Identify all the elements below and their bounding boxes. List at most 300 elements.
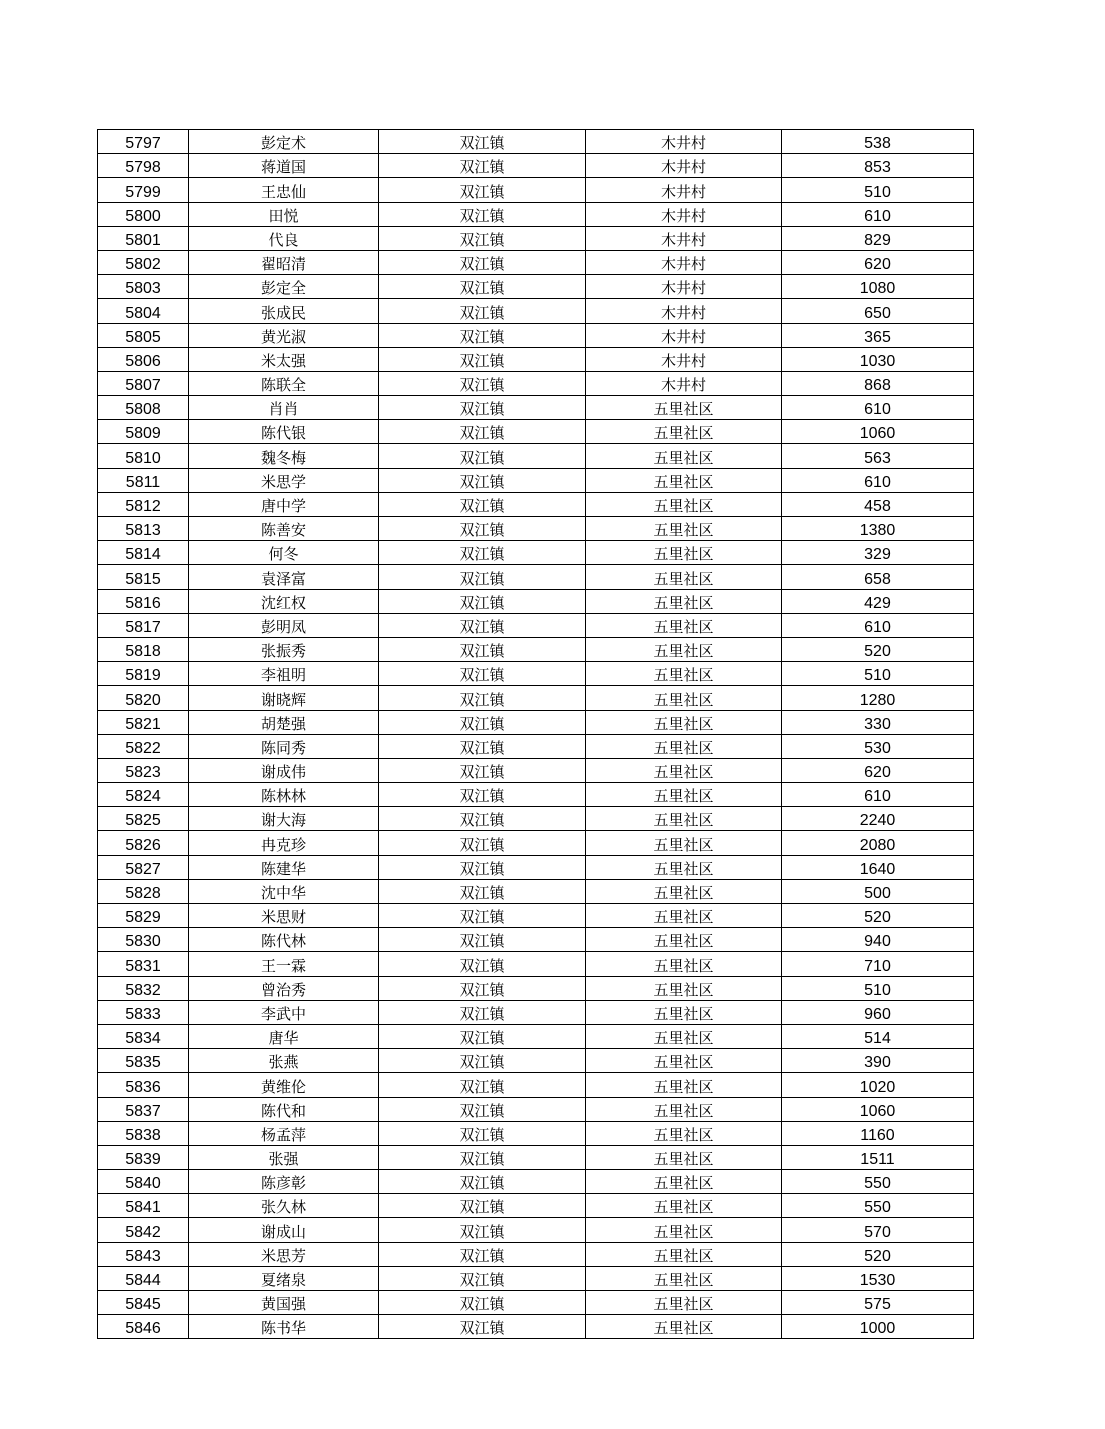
- town-cell: 双江镇: [379, 178, 586, 202]
- table-row: [98, 444, 974, 468]
- town-cell: 双江镇: [379, 783, 586, 807]
- amount-cell: 520: [782, 904, 974, 928]
- table-row: [98, 807, 974, 831]
- name-cell: 黄国强: [189, 1291, 379, 1315]
- amount-cell: 2240: [782, 807, 974, 831]
- table-row: [98, 226, 974, 250]
- town-cell: 双江镇: [379, 855, 586, 879]
- table-row: [98, 831, 974, 855]
- name-cell: 袁泽富: [189, 565, 379, 589]
- town-cell: 双江镇: [379, 976, 586, 1000]
- amount-cell: 365: [782, 323, 974, 347]
- name-cell: 张强: [189, 1145, 379, 1169]
- serial-number-cell: 5819: [98, 662, 189, 686]
- amount-cell: 1640: [782, 855, 974, 879]
- table-row: [98, 855, 974, 879]
- town-cell: 双江镇: [379, 130, 586, 154]
- village-cell: 五里社区: [586, 904, 782, 928]
- name-cell: 田悦: [189, 202, 379, 226]
- town-cell: 双江镇: [379, 1170, 586, 1194]
- amount-cell: 510: [782, 178, 974, 202]
- serial-number-cell: 5827: [98, 855, 189, 879]
- serial-number-cell: 5837: [98, 1097, 189, 1121]
- village-cell: 木井村: [586, 299, 782, 323]
- table-row: [98, 323, 974, 347]
- town-cell: 双江镇: [379, 154, 586, 178]
- table-row: [98, 613, 974, 637]
- table-row: [98, 250, 974, 274]
- name-cell: 夏绪泉: [189, 1266, 379, 1290]
- table-row: [98, 734, 974, 758]
- town-cell: 双江镇: [379, 202, 586, 226]
- village-cell: 木井村: [586, 226, 782, 250]
- town-cell: 双江镇: [379, 1266, 586, 1290]
- village-cell: 五里社区: [586, 855, 782, 879]
- table-row: [98, 1121, 974, 1145]
- amount-cell: 538: [782, 130, 974, 154]
- serial-number-cell: 5803: [98, 275, 189, 299]
- village-cell: 五里社区: [586, 1097, 782, 1121]
- village-cell: 五里社区: [586, 710, 782, 734]
- town-cell: 双江镇: [379, 637, 586, 661]
- serial-number-cell: 5813: [98, 517, 189, 541]
- name-cell: 唐华: [189, 1024, 379, 1048]
- town-cell: 双江镇: [379, 662, 586, 686]
- village-cell: 五里社区: [586, 831, 782, 855]
- amount-cell: 429: [782, 589, 974, 613]
- village-cell: 五里社区: [586, 783, 782, 807]
- town-cell: 双江镇: [379, 710, 586, 734]
- town-cell: 双江镇: [379, 589, 586, 613]
- serial-number-cell: 5810: [98, 444, 189, 468]
- village-cell: 五里社区: [586, 1145, 782, 1169]
- table-row: [98, 783, 974, 807]
- village-cell: 五里社区: [586, 662, 782, 686]
- serial-number-cell: 5846: [98, 1315, 189, 1339]
- table-row: [98, 758, 974, 782]
- table-row: [98, 492, 974, 516]
- amount-cell: 1020: [782, 1073, 974, 1097]
- village-cell: 木井村: [586, 323, 782, 347]
- village-cell: 五里社区: [586, 589, 782, 613]
- name-cell: 张久林: [189, 1194, 379, 1218]
- village-cell: 五里社区: [586, 517, 782, 541]
- serial-number-cell: 5828: [98, 879, 189, 903]
- town-cell: 双江镇: [379, 1073, 586, 1097]
- town-cell: 双江镇: [379, 1194, 586, 1218]
- serial-number-cell: 5797: [98, 130, 189, 154]
- village-cell: 木井村: [586, 154, 782, 178]
- town-cell: 双江镇: [379, 1145, 586, 1169]
- name-cell: 谢晓辉: [189, 686, 379, 710]
- serial-number-cell: 5822: [98, 734, 189, 758]
- town-cell: 双江镇: [379, 371, 586, 395]
- table-row: [98, 1315, 974, 1339]
- name-cell: 彭定全: [189, 275, 379, 299]
- name-cell: 米思财: [189, 904, 379, 928]
- town-cell: 双江镇: [379, 226, 586, 250]
- amount-cell: 1511: [782, 1145, 974, 1169]
- table-row: [98, 420, 974, 444]
- table-row: [98, 202, 974, 226]
- village-cell: 五里社区: [586, 1000, 782, 1024]
- serial-number-cell: 5820: [98, 686, 189, 710]
- serial-number-cell: 5833: [98, 1000, 189, 1024]
- serial-number-cell: 5806: [98, 347, 189, 371]
- table-row: [98, 468, 974, 492]
- name-cell: 唐中学: [189, 492, 379, 516]
- serial-number-cell: 5834: [98, 1024, 189, 1048]
- amount-cell: 610: [782, 396, 974, 420]
- village-cell: 五里社区: [586, 686, 782, 710]
- table-row: [98, 275, 974, 299]
- name-cell: 何冬: [189, 541, 379, 565]
- village-cell: 五里社区: [586, 541, 782, 565]
- table-row: [98, 299, 974, 323]
- village-cell: 五里社区: [586, 879, 782, 903]
- serial-number-cell: 5817: [98, 613, 189, 637]
- amount-cell: 520: [782, 1242, 974, 1266]
- serial-number-cell: 5830: [98, 928, 189, 952]
- town-cell: 双江镇: [379, 952, 586, 976]
- amount-cell: 610: [782, 202, 974, 226]
- table-row: [98, 686, 974, 710]
- town-cell: 双江镇: [379, 492, 586, 516]
- town-cell: 双江镇: [379, 1024, 586, 1048]
- serial-number-cell: 5815: [98, 565, 189, 589]
- serial-number-cell: 5842: [98, 1218, 189, 1242]
- amount-cell: 1380: [782, 517, 974, 541]
- town-cell: 双江镇: [379, 1315, 586, 1339]
- table-row: [98, 1194, 974, 1218]
- table-row: [98, 565, 974, 589]
- serial-number-cell: 5809: [98, 420, 189, 444]
- amount-cell: 570: [782, 1218, 974, 1242]
- serial-number-cell: 5836: [98, 1073, 189, 1097]
- name-cell: 王忠仙: [189, 178, 379, 202]
- serial-number-cell: 5805: [98, 323, 189, 347]
- serial-number-cell: 5825: [98, 807, 189, 831]
- serial-number-cell: 5839: [98, 1145, 189, 1169]
- village-cell: 五里社区: [586, 1315, 782, 1339]
- village-cell: 五里社区: [586, 420, 782, 444]
- name-cell: 沈红权: [189, 589, 379, 613]
- town-cell: 双江镇: [379, 420, 586, 444]
- town-cell: 双江镇: [379, 444, 586, 468]
- town-cell: 双江镇: [379, 831, 586, 855]
- amount-cell: 2080: [782, 831, 974, 855]
- table-row: [98, 1242, 974, 1266]
- village-cell: 五里社区: [586, 1242, 782, 1266]
- serial-number-cell: 5816: [98, 589, 189, 613]
- town-cell: 双江镇: [379, 1242, 586, 1266]
- table-row: [98, 178, 974, 202]
- serial-number-cell: 5841: [98, 1194, 189, 1218]
- serial-number-cell: 5812: [98, 492, 189, 516]
- amount-cell: 520: [782, 637, 974, 661]
- amount-cell: 530: [782, 734, 974, 758]
- data-table: [97, 129, 974, 1339]
- amount-cell: 610: [782, 613, 974, 637]
- amount-cell: 1000: [782, 1315, 974, 1339]
- name-cell: 陈同秀: [189, 734, 379, 758]
- amount-cell: 1060: [782, 420, 974, 444]
- serial-number-cell: 5838: [98, 1121, 189, 1145]
- name-cell: 陈代和: [189, 1097, 379, 1121]
- name-cell: 李武中: [189, 1000, 379, 1024]
- table-body: [98, 130, 974, 1339]
- table-row: [98, 130, 974, 154]
- village-cell: 木井村: [586, 371, 782, 395]
- name-cell: 肖肖: [189, 396, 379, 420]
- name-cell: 陈建华: [189, 855, 379, 879]
- village-cell: 木井村: [586, 178, 782, 202]
- table-row: [98, 1218, 974, 1242]
- name-cell: 彭明凤: [189, 613, 379, 637]
- amount-cell: 829: [782, 226, 974, 250]
- table-row: [98, 928, 974, 952]
- name-cell: 杨孟萍: [189, 1121, 379, 1145]
- name-cell: 张燕: [189, 1049, 379, 1073]
- name-cell: 沈中华: [189, 879, 379, 903]
- village-cell: 木井村: [586, 250, 782, 274]
- town-cell: 双江镇: [379, 1218, 586, 1242]
- amount-cell: 500: [782, 879, 974, 903]
- village-cell: 木井村: [586, 130, 782, 154]
- name-cell: 蒋道国: [189, 154, 379, 178]
- town-cell: 双江镇: [379, 1000, 586, 1024]
- town-cell: 双江镇: [379, 323, 586, 347]
- village-cell: 五里社区: [586, 928, 782, 952]
- amount-cell: 510: [782, 976, 974, 1000]
- serial-number-cell: 5821: [98, 710, 189, 734]
- serial-number-cell: 5824: [98, 783, 189, 807]
- town-cell: 双江镇: [379, 468, 586, 492]
- name-cell: 米思学: [189, 468, 379, 492]
- village-cell: 五里社区: [586, 468, 782, 492]
- amount-cell: 458: [782, 492, 974, 516]
- serial-number-cell: 5800: [98, 202, 189, 226]
- village-cell: 五里社区: [586, 758, 782, 782]
- serial-number-cell: 5831: [98, 952, 189, 976]
- name-cell: 陈彦彰: [189, 1170, 379, 1194]
- amount-cell: 1060: [782, 1097, 974, 1121]
- table-row: [98, 347, 974, 371]
- serial-number-cell: 5835: [98, 1049, 189, 1073]
- town-cell: 双江镇: [379, 758, 586, 782]
- amount-cell: 620: [782, 758, 974, 782]
- amount-cell: 514: [782, 1024, 974, 1048]
- village-cell: 五里社区: [586, 1291, 782, 1315]
- town-cell: 双江镇: [379, 613, 586, 637]
- name-cell: 冉克珍: [189, 831, 379, 855]
- name-cell: 谢成伟: [189, 758, 379, 782]
- serial-number-cell: 5799: [98, 178, 189, 202]
- village-cell: 五里社区: [586, 444, 782, 468]
- town-cell: 双江镇: [379, 565, 586, 589]
- amount-cell: 1160: [782, 1121, 974, 1145]
- amount-cell: 330: [782, 710, 974, 734]
- name-cell: 谢大海: [189, 807, 379, 831]
- serial-number-cell: 5811: [98, 468, 189, 492]
- table-row: [98, 371, 974, 395]
- table-row: [98, 1049, 974, 1073]
- village-cell: 五里社区: [586, 952, 782, 976]
- village-cell: 五里社区: [586, 637, 782, 661]
- amount-cell: 960: [782, 1000, 974, 1024]
- serial-number-cell: 5801: [98, 226, 189, 250]
- name-cell: 米太强: [189, 347, 379, 371]
- village-cell: 五里社区: [586, 565, 782, 589]
- amount-cell: 610: [782, 468, 974, 492]
- name-cell: 陈代林: [189, 928, 379, 952]
- name-cell: 黄维伦: [189, 1073, 379, 1097]
- amount-cell: 710: [782, 952, 974, 976]
- village-cell: 五里社区: [586, 1170, 782, 1194]
- village-cell: 五里社区: [586, 976, 782, 1000]
- amount-cell: 1030: [782, 347, 974, 371]
- village-cell: 五里社区: [586, 1266, 782, 1290]
- serial-number-cell: 5798: [98, 154, 189, 178]
- amount-cell: 853: [782, 154, 974, 178]
- serial-number-cell: 5808: [98, 396, 189, 420]
- village-cell: 五里社区: [586, 734, 782, 758]
- village-cell: 五里社区: [586, 492, 782, 516]
- town-cell: 双江镇: [379, 879, 586, 903]
- town-cell: 双江镇: [379, 1097, 586, 1121]
- name-cell: 李祖明: [189, 662, 379, 686]
- name-cell: 代良: [189, 226, 379, 250]
- town-cell: 双江镇: [379, 347, 586, 371]
- name-cell: 胡楚强: [189, 710, 379, 734]
- town-cell: 双江镇: [379, 517, 586, 541]
- town-cell: 双江镇: [379, 904, 586, 928]
- town-cell: 双江镇: [379, 1121, 586, 1145]
- serial-number-cell: 5807: [98, 371, 189, 395]
- serial-number-cell: 5814: [98, 541, 189, 565]
- town-cell: 双江镇: [379, 299, 586, 323]
- amount-cell: 575: [782, 1291, 974, 1315]
- serial-number-cell: 5818: [98, 637, 189, 661]
- amount-cell: 390: [782, 1049, 974, 1073]
- serial-number-cell: 5845: [98, 1291, 189, 1315]
- table-row: [98, 879, 974, 903]
- table-row: [98, 1145, 974, 1169]
- table-row: [98, 541, 974, 565]
- town-cell: 双江镇: [379, 541, 586, 565]
- name-cell: 黄光淑: [189, 323, 379, 347]
- table-row: [98, 517, 974, 541]
- serial-number-cell: 5832: [98, 976, 189, 1000]
- table-row: [98, 1170, 974, 1194]
- town-cell: 双江镇: [379, 734, 586, 758]
- table-row: [98, 1266, 974, 1290]
- serial-number-cell: 5804: [98, 299, 189, 323]
- serial-number-cell: 5829: [98, 904, 189, 928]
- table-row: [98, 1073, 974, 1097]
- town-cell: 双江镇: [379, 928, 586, 952]
- town-cell: 双江镇: [379, 807, 586, 831]
- village-cell: 五里社区: [586, 396, 782, 420]
- village-cell: 木井村: [586, 347, 782, 371]
- village-cell: 五里社区: [586, 1024, 782, 1048]
- table-row: [98, 976, 974, 1000]
- amount-cell: 1280: [782, 686, 974, 710]
- table-row: [98, 396, 974, 420]
- amount-cell: 1530: [782, 1266, 974, 1290]
- serial-number-cell: 5823: [98, 758, 189, 782]
- serial-number-cell: 5840: [98, 1170, 189, 1194]
- town-cell: 双江镇: [379, 396, 586, 420]
- serial-number-cell: 5844: [98, 1266, 189, 1290]
- town-cell: 双江镇: [379, 1049, 586, 1073]
- amount-cell: 1080: [782, 275, 974, 299]
- name-cell: 陈书华: [189, 1315, 379, 1339]
- village-cell: 五里社区: [586, 1073, 782, 1097]
- village-cell: 五里社区: [586, 1049, 782, 1073]
- serial-number-cell: 5802: [98, 250, 189, 274]
- town-cell: 双江镇: [379, 250, 586, 274]
- amount-cell: 329: [782, 541, 974, 565]
- name-cell: 谢成山: [189, 1218, 379, 1242]
- amount-cell: 868: [782, 371, 974, 395]
- table-row: [98, 904, 974, 928]
- table-row: [98, 1291, 974, 1315]
- village-cell: 木井村: [586, 275, 782, 299]
- amount-cell: 550: [782, 1170, 974, 1194]
- table-row: [98, 1000, 974, 1024]
- name-cell: 米思芳: [189, 1242, 379, 1266]
- name-cell: 曾治秀: [189, 976, 379, 1000]
- amount-cell: 510: [782, 662, 974, 686]
- name-cell: 彭定术: [189, 130, 379, 154]
- name-cell: 张成民: [189, 299, 379, 323]
- amount-cell: 620: [782, 250, 974, 274]
- name-cell: 陈代银: [189, 420, 379, 444]
- amount-cell: 563: [782, 444, 974, 468]
- table-row: [98, 1024, 974, 1048]
- name-cell: 陈林林: [189, 783, 379, 807]
- amount-cell: 550: [782, 1194, 974, 1218]
- town-cell: 双江镇: [379, 686, 586, 710]
- serial-number-cell: 5826: [98, 831, 189, 855]
- name-cell: 翟昭清: [189, 250, 379, 274]
- amount-cell: 610: [782, 783, 974, 807]
- name-cell: 魏冬梅: [189, 444, 379, 468]
- serial-number-cell: 5843: [98, 1242, 189, 1266]
- town-cell: 双江镇: [379, 1291, 586, 1315]
- village-cell: 五里社区: [586, 613, 782, 637]
- table-row: [98, 637, 974, 661]
- name-cell: 陈善安: [189, 517, 379, 541]
- table-row: [98, 589, 974, 613]
- village-cell: 五里社区: [586, 1121, 782, 1145]
- name-cell: 张振秀: [189, 637, 379, 661]
- table-row: [98, 710, 974, 734]
- table-row: [98, 662, 974, 686]
- village-cell: 木井村: [586, 202, 782, 226]
- table-row: [98, 952, 974, 976]
- village-cell: 五里社区: [586, 1194, 782, 1218]
- amount-cell: 658: [782, 565, 974, 589]
- village-cell: 五里社区: [586, 1218, 782, 1242]
- table-row: [98, 154, 974, 178]
- town-cell: 双江镇: [379, 275, 586, 299]
- table-row: [98, 1097, 974, 1121]
- village-cell: 五里社区: [586, 807, 782, 831]
- name-cell: 王一霖: [189, 952, 379, 976]
- amount-cell: 650: [782, 299, 974, 323]
